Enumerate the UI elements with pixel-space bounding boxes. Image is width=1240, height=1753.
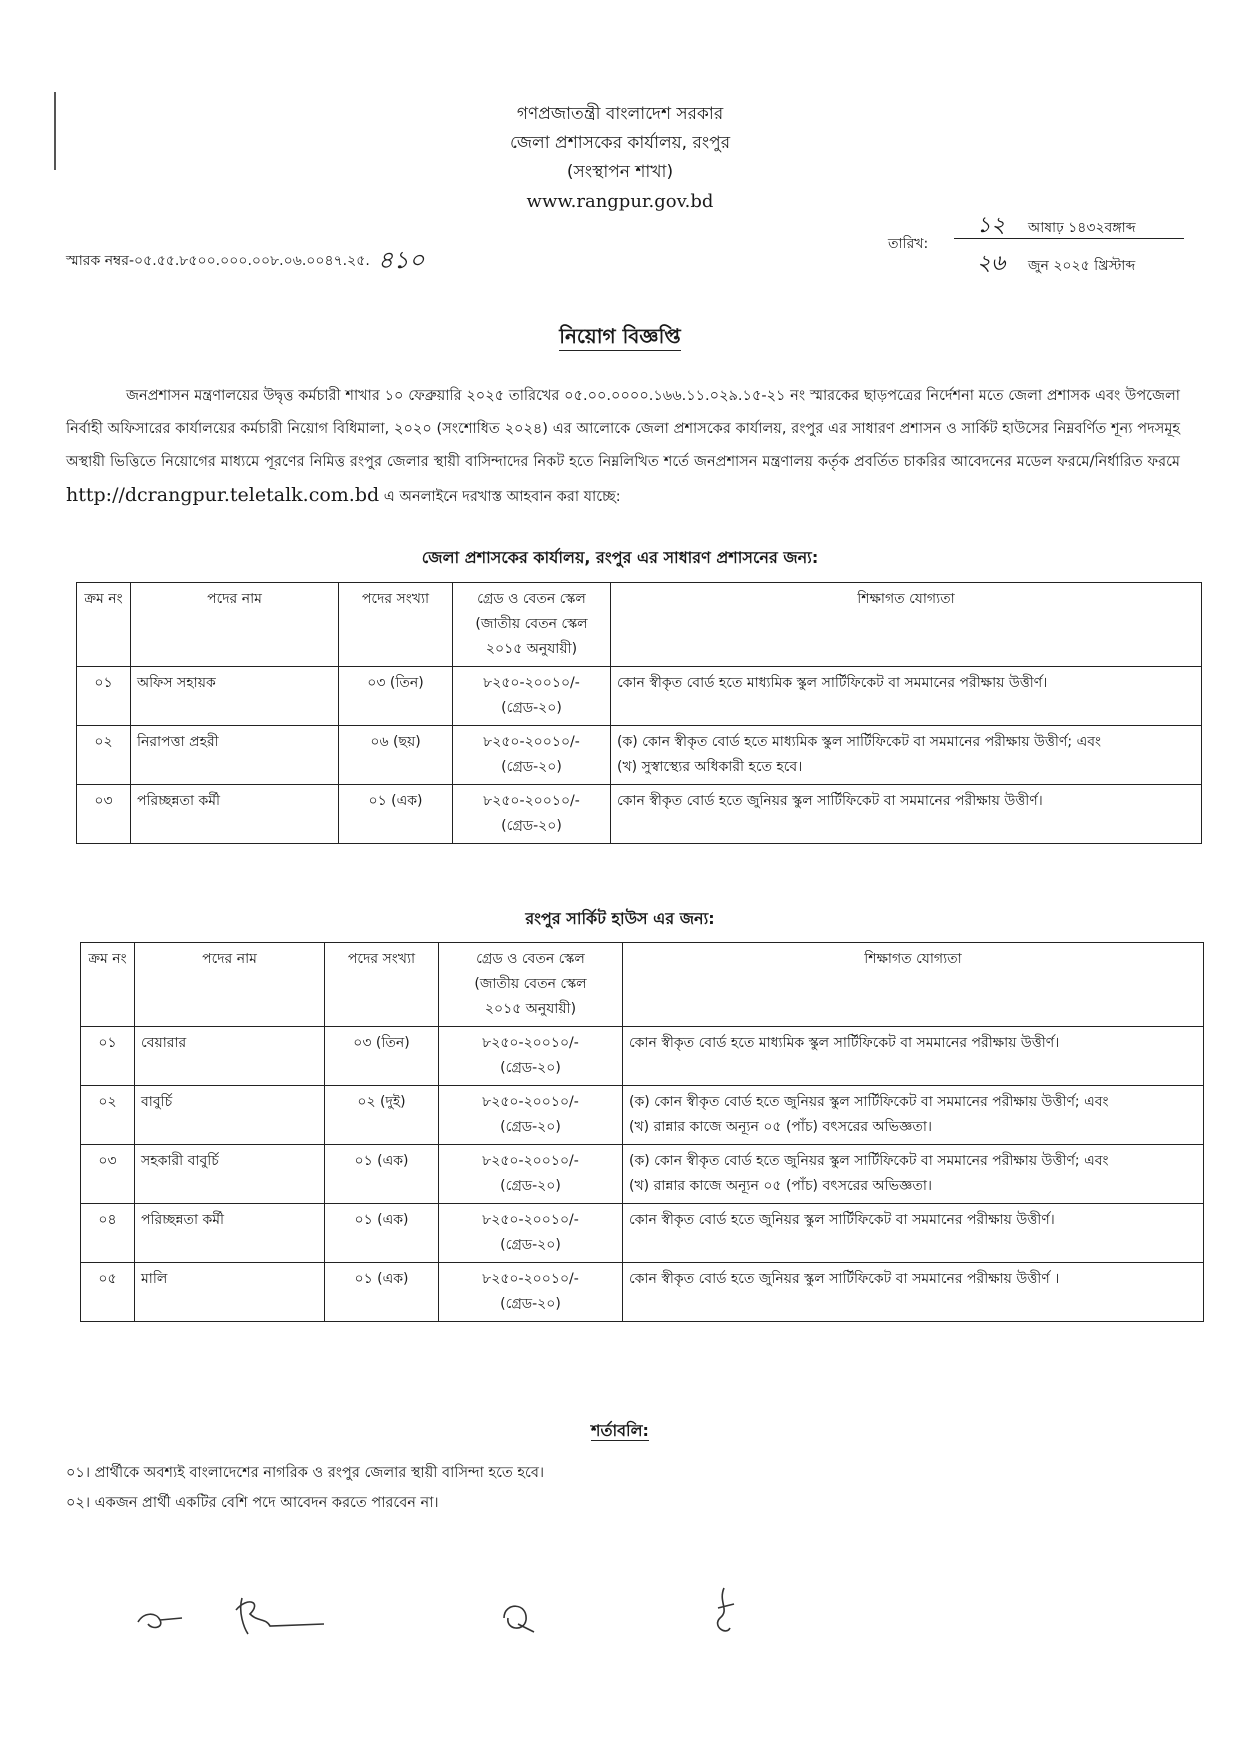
qualification-cell — [623, 1204, 1204, 1263]
terms-heading: শর্তাবলি: — [591, 1421, 649, 1440]
serial-cell: ০৩ — [81, 1145, 135, 1204]
serial-cell: ০২ — [81, 1086, 135, 1145]
section1-heading: জেলা প্রশাসকের কার্যালয়, রংপুর এর সাধারণ প্রশাসনের জন্য: — [421, 548, 819, 567]
table-row — [81, 1086, 1204, 1145]
pay-scale: ৮২৫০-২০০১০/- — [483, 793, 580, 809]
table-header-row — [81, 943, 1204, 1027]
post-name-cell: নিরাপত্তা প্রহরী — [131, 726, 339, 785]
intro-text: জনপ্রশাসন মন্ত্রণালয়ের উদ্বৃত্ত কর্মচারী শাখার ১০ ফেব্রুয়ারি ২০২৫ তারিখের ০৫.০০.০০০০.১৬৬.১১.০২৯.১৫-২১ নং স্মারকের ছাড়পত্রের নির্দেশনা মতে জেলা প্রশাসক এবং উপজেলা নির্বাহী অফিসারের কার্যালয়ের কর্মচারী নিয়োগ বিধিমালা, ২০২০ (সংশোধিত ২০২৪) এর আলোকে জেলা প্রশাসকের কার্যালয়, রংপুর এর সাধারণ প্রশাসন ও সার্কিট হাউসের নিম্নবর্ণিত শূন্য পদসমূহ অস্থায়ী ভিত্তিতে নিয়োগের মাধ্যমে পূরণের নিমিত্ত রংপুর জেলার স্থায়ী বাসিন্দাদের নিকট হতে নিম্নলিখিত শর্তে জনপ্রশাসন মন্ত্রণালয় কর্তৃক প্রবর্তিত চাকরির আবেদনের মডেল ফরমে/নির্ধারিত ফরমে — [66, 388, 1180, 470]
col-count: পদের সংখ্যা — [339, 583, 453, 667]
table-header-row — [77, 583, 1202, 667]
signature-1 — [130, 1598, 190, 1638]
post-count-cell: ০১ (এক) — [325, 1263, 439, 1322]
col-serial: ক্রম নং — [81, 943, 135, 1027]
col-qualification: শিক্ষাগত যোগ্যতা — [611, 583, 1202, 667]
date-divider — [954, 238, 1184, 239]
term-item: ০২। একজন প্রার্থী একটির বেশি পদে আবেদন করতে পারবেন না। — [66, 1495, 439, 1511]
intro-paragraph — [66, 380, 1180, 514]
post-count-cell: ০১ (এক) — [325, 1204, 439, 1263]
general-admin-table — [76, 582, 1202, 844]
grade-cell — [439, 1145, 623, 1204]
col-grade — [439, 943, 623, 1027]
pay-scale: ৮২৫০-২০০১০/- — [483, 734, 580, 750]
english-date — [954, 246, 1214, 283]
english-month-year: জুন ২০২৫ খ্রিস্টাব্দ — [1028, 258, 1136, 274]
col-grade-line3: ২০১৫ অনুযায়ী) — [485, 641, 578, 657]
qualification-cell — [623, 1027, 1204, 1086]
grade-label: (গ্রেড-২০) — [500, 1296, 561, 1312]
qualification-cell — [623, 1145, 1204, 1204]
post-name-cell: পরিচ্ছন্নতা কর্মী — [135, 1204, 325, 1263]
col-grade-line1: গ্রেড ও বেতন স্কেল — [477, 591, 586, 607]
qualification-cell — [611, 667, 1202, 726]
serial-cell: ০৪ — [81, 1204, 135, 1263]
qualification-cell — [611, 785, 1202, 844]
application-link[interactable]: http://dcrangpur.teletalk.com.bd — [66, 484, 380, 506]
pay-scale: ৮২৫০-২০০১০/- — [482, 1035, 579, 1051]
post-count-cell: ০৩ (তিন) — [325, 1027, 439, 1086]
grade-label: (গ্রেড-২০) — [500, 1237, 561, 1253]
serial-cell: ০৫ — [81, 1263, 135, 1322]
pay-scale: ৮২৫০-২০০১০/- — [483, 675, 580, 691]
col-grade-line3: ২০১৫ অনুযায়ী) — [484, 1001, 577, 1017]
bangla-day: ১২ — [976, 213, 1006, 238]
grade-cell — [453, 726, 611, 785]
english-day: ২৬ — [976, 251, 1006, 276]
grade-label: (গ্রেড-২০) — [501, 700, 562, 716]
pay-scale: ৮২৫০-২০০১০/- — [482, 1271, 579, 1287]
post-count-cell: ০১ (এক) — [339, 785, 453, 844]
table-row — [77, 785, 1202, 844]
intro-text-after: এ অনলাইনে দরখাস্ত আহবান করা যাচ্ছে: — [383, 489, 621, 505]
pay-scale: ৮২৫০-২০০১০/- — [482, 1153, 579, 1169]
post-name-cell: পরিচ্ছন্নতা কর্মী — [131, 785, 339, 844]
qualification-line: (ক) কোন স্বীকৃত বোর্ড হতে জুনিয়র স্কুল সার্টিফিকেট বা সমমানের পরীক্ষায় উত্তীর্ণ; এবং — [629, 1153, 1109, 1169]
col-grade-line1: গ্রেড ও বেতন স্কেল — [476, 951, 585, 967]
branch-name: (সংস্থাপন শাখা) — [566, 162, 674, 182]
col-qualification: শিক্ষাগত যোগ্যতা — [623, 943, 1204, 1027]
post-count-cell: ০১ (এক) — [325, 1145, 439, 1204]
post-name-cell: বেয়ারার — [135, 1027, 325, 1086]
post-name-cell: অফিস সহায়ক — [131, 667, 339, 726]
signature-4 — [700, 1584, 750, 1646]
qualification-line: কোন স্বীকৃত বোর্ড হতে মাধ্যমিক স্কুল সার্টিফিকেট বা সমমানের পরীক্ষায় উত্তীর্ণ। — [617, 675, 1048, 691]
circuit-house-table — [80, 942, 1204, 1322]
qualification-cell — [623, 1086, 1204, 1145]
qualification-line: (খ) সুস্বাস্থ্যের অধিকারী হতে হবে। — [617, 759, 803, 775]
pay-scale: ৮২৫০-২০০১০/- — [482, 1212, 579, 1228]
date-label: তারিখ: — [888, 236, 929, 252]
serial-cell: ০১ — [81, 1027, 135, 1086]
qualification-line: কোন স্বীকৃত বোর্ড হতে জুনিয়র স্কুল সার্টিফিকেট বা সমমানের পরীক্ষায় উত্তীর্ণ। — [629, 1212, 1055, 1228]
letterhead — [0, 100, 1240, 216]
post-name-cell: মালি — [135, 1263, 325, 1322]
col-post: পদের নাম — [131, 583, 339, 667]
memo-label: স্মারক নম্বর-০৫.৫৫.৮৫০০.০০০.০০৮.০৬.০০৪৭.২৫. — [66, 253, 370, 269]
col-grade-line2: (জাতীয় বেতন স্কেল — [474, 976, 587, 992]
qualification-line: কোন স্বীকৃত বোর্ড হতে মাধ্যমিক স্কুল সার্টিফিকেট বা সমমানের পরীক্ষায় উত্তীর্ণ। — [629, 1035, 1060, 1051]
signature-2 — [228, 1588, 328, 1642]
col-count: পদের সংখ্যা — [325, 943, 439, 1027]
term-item: ০১। প্রার্থীকে অবশ্যই বাংলাদেশের নাগরিক ও রংপুর জেলার স্থায়ী বাসিন্দা হতে হবে। — [66, 1465, 545, 1481]
bangla-date — [954, 208, 1214, 245]
col-grade — [453, 583, 611, 667]
table-row — [81, 1204, 1204, 1263]
terms-list — [66, 1458, 544, 1518]
grade-cell — [453, 667, 611, 726]
grade-cell — [439, 1204, 623, 1263]
grade-label: (গ্রেড-২০) — [501, 759, 562, 775]
post-count-cell: ০৩ (তিন) — [339, 667, 453, 726]
grade-label: (গ্রেড-২০) — [500, 1119, 561, 1135]
grade-label: (গ্রেড-২০) — [501, 818, 562, 834]
qualification-line: (খ) রান্নার কাজে অন্যূন ০৫ (পাঁচ) বৎসরের অভিজ্ঞতা। — [629, 1119, 932, 1135]
table-row — [81, 1263, 1204, 1322]
section2-heading: রংপুর সার্কিট হাউস এর জন্য: — [525, 909, 715, 928]
post-name-cell: বাবুর্চি — [135, 1086, 325, 1145]
qualification-line: কোন স্বীকৃত বোর্ড হতে জুনিয়র স্কুল সার্টিফিকেট বা সমমানের পরীক্ষায় উত্তীর্ণ। — [617, 793, 1043, 809]
col-post: পদের নাম — [135, 943, 325, 1027]
grade-cell — [453, 785, 611, 844]
col-serial: ক্রম নং — [77, 583, 131, 667]
website[interactable]: www.rangpur.gov.bd — [526, 191, 714, 212]
grade-label: (গ্রেড-২০) — [500, 1178, 561, 1194]
serial-cell: ০১ — [77, 667, 131, 726]
post-count-cell: ০৬ (ছয়) — [339, 726, 453, 785]
pay-scale: ৮২৫০-২০০১০/- — [482, 1094, 579, 1110]
qualification-line: (ক) কোন স্বীকৃত বোর্ড হতে মাধ্যমিক স্কুল সার্টিফিকেট বা সমমানের পরীক্ষায় উত্তীর্ণ; এবং — [617, 734, 1102, 750]
post-count-cell: ০২ (দুই) — [325, 1086, 439, 1145]
grade-cell — [439, 1086, 623, 1145]
qualification-cell — [623, 1263, 1204, 1322]
handwritten-memo-no: ৪১০ — [377, 246, 425, 274]
grade-cell — [439, 1027, 623, 1086]
qualification-cell — [611, 726, 1202, 785]
notice-title: নিয়োগ বিজ্ঞপ্তি — [0, 322, 1240, 355]
post-name-cell: সহকারী বাবুর্চি — [135, 1145, 325, 1204]
qualification-line: কোন স্বীকৃত বোর্ড হতে জুনিয়র স্কুল সার্টিফিকেট বা সমমানের পরীক্ষায় উত্তীর্ণ । — [629, 1271, 1060, 1287]
table-row — [81, 1027, 1204, 1086]
govt-name: গণপ্রজাতন্ত্রী বাংলাদেশ সরকার — [516, 104, 724, 124]
col-grade-line2: (জাতীয় বেতন স্কেল — [475, 616, 588, 632]
grade-cell — [439, 1263, 623, 1322]
qualification-line: (ক) কোন স্বীকৃত বোর্ড হতে জুনিয়র স্কুল সার্টিফিকেট বা সমমানের পরীক্ষায় উত্তীর্ণ; এবং — [629, 1094, 1109, 1110]
bangla-month-year: আষাঢ় ১৪৩২বঙ্গাব্দ — [1028, 220, 1136, 236]
table-row — [77, 667, 1202, 726]
serial-cell: ০২ — [77, 726, 131, 785]
qualification-line: (খ) রান্নার কাজে অন্যূন ০৫ (পাঁচ) বৎসরের অভিজ্ঞতা। — [629, 1178, 932, 1194]
memo-number — [66, 242, 425, 282]
office-name: জেলা প্রশাসকের কার্যালয়, রংপুর — [509, 133, 731, 153]
grade-label: (গ্রেড-২০) — [500, 1060, 561, 1076]
table-row — [81, 1145, 1204, 1204]
serial-cell: ০৩ — [77, 785, 131, 844]
signature-3 — [494, 1596, 544, 1640]
table-row — [77, 726, 1202, 785]
